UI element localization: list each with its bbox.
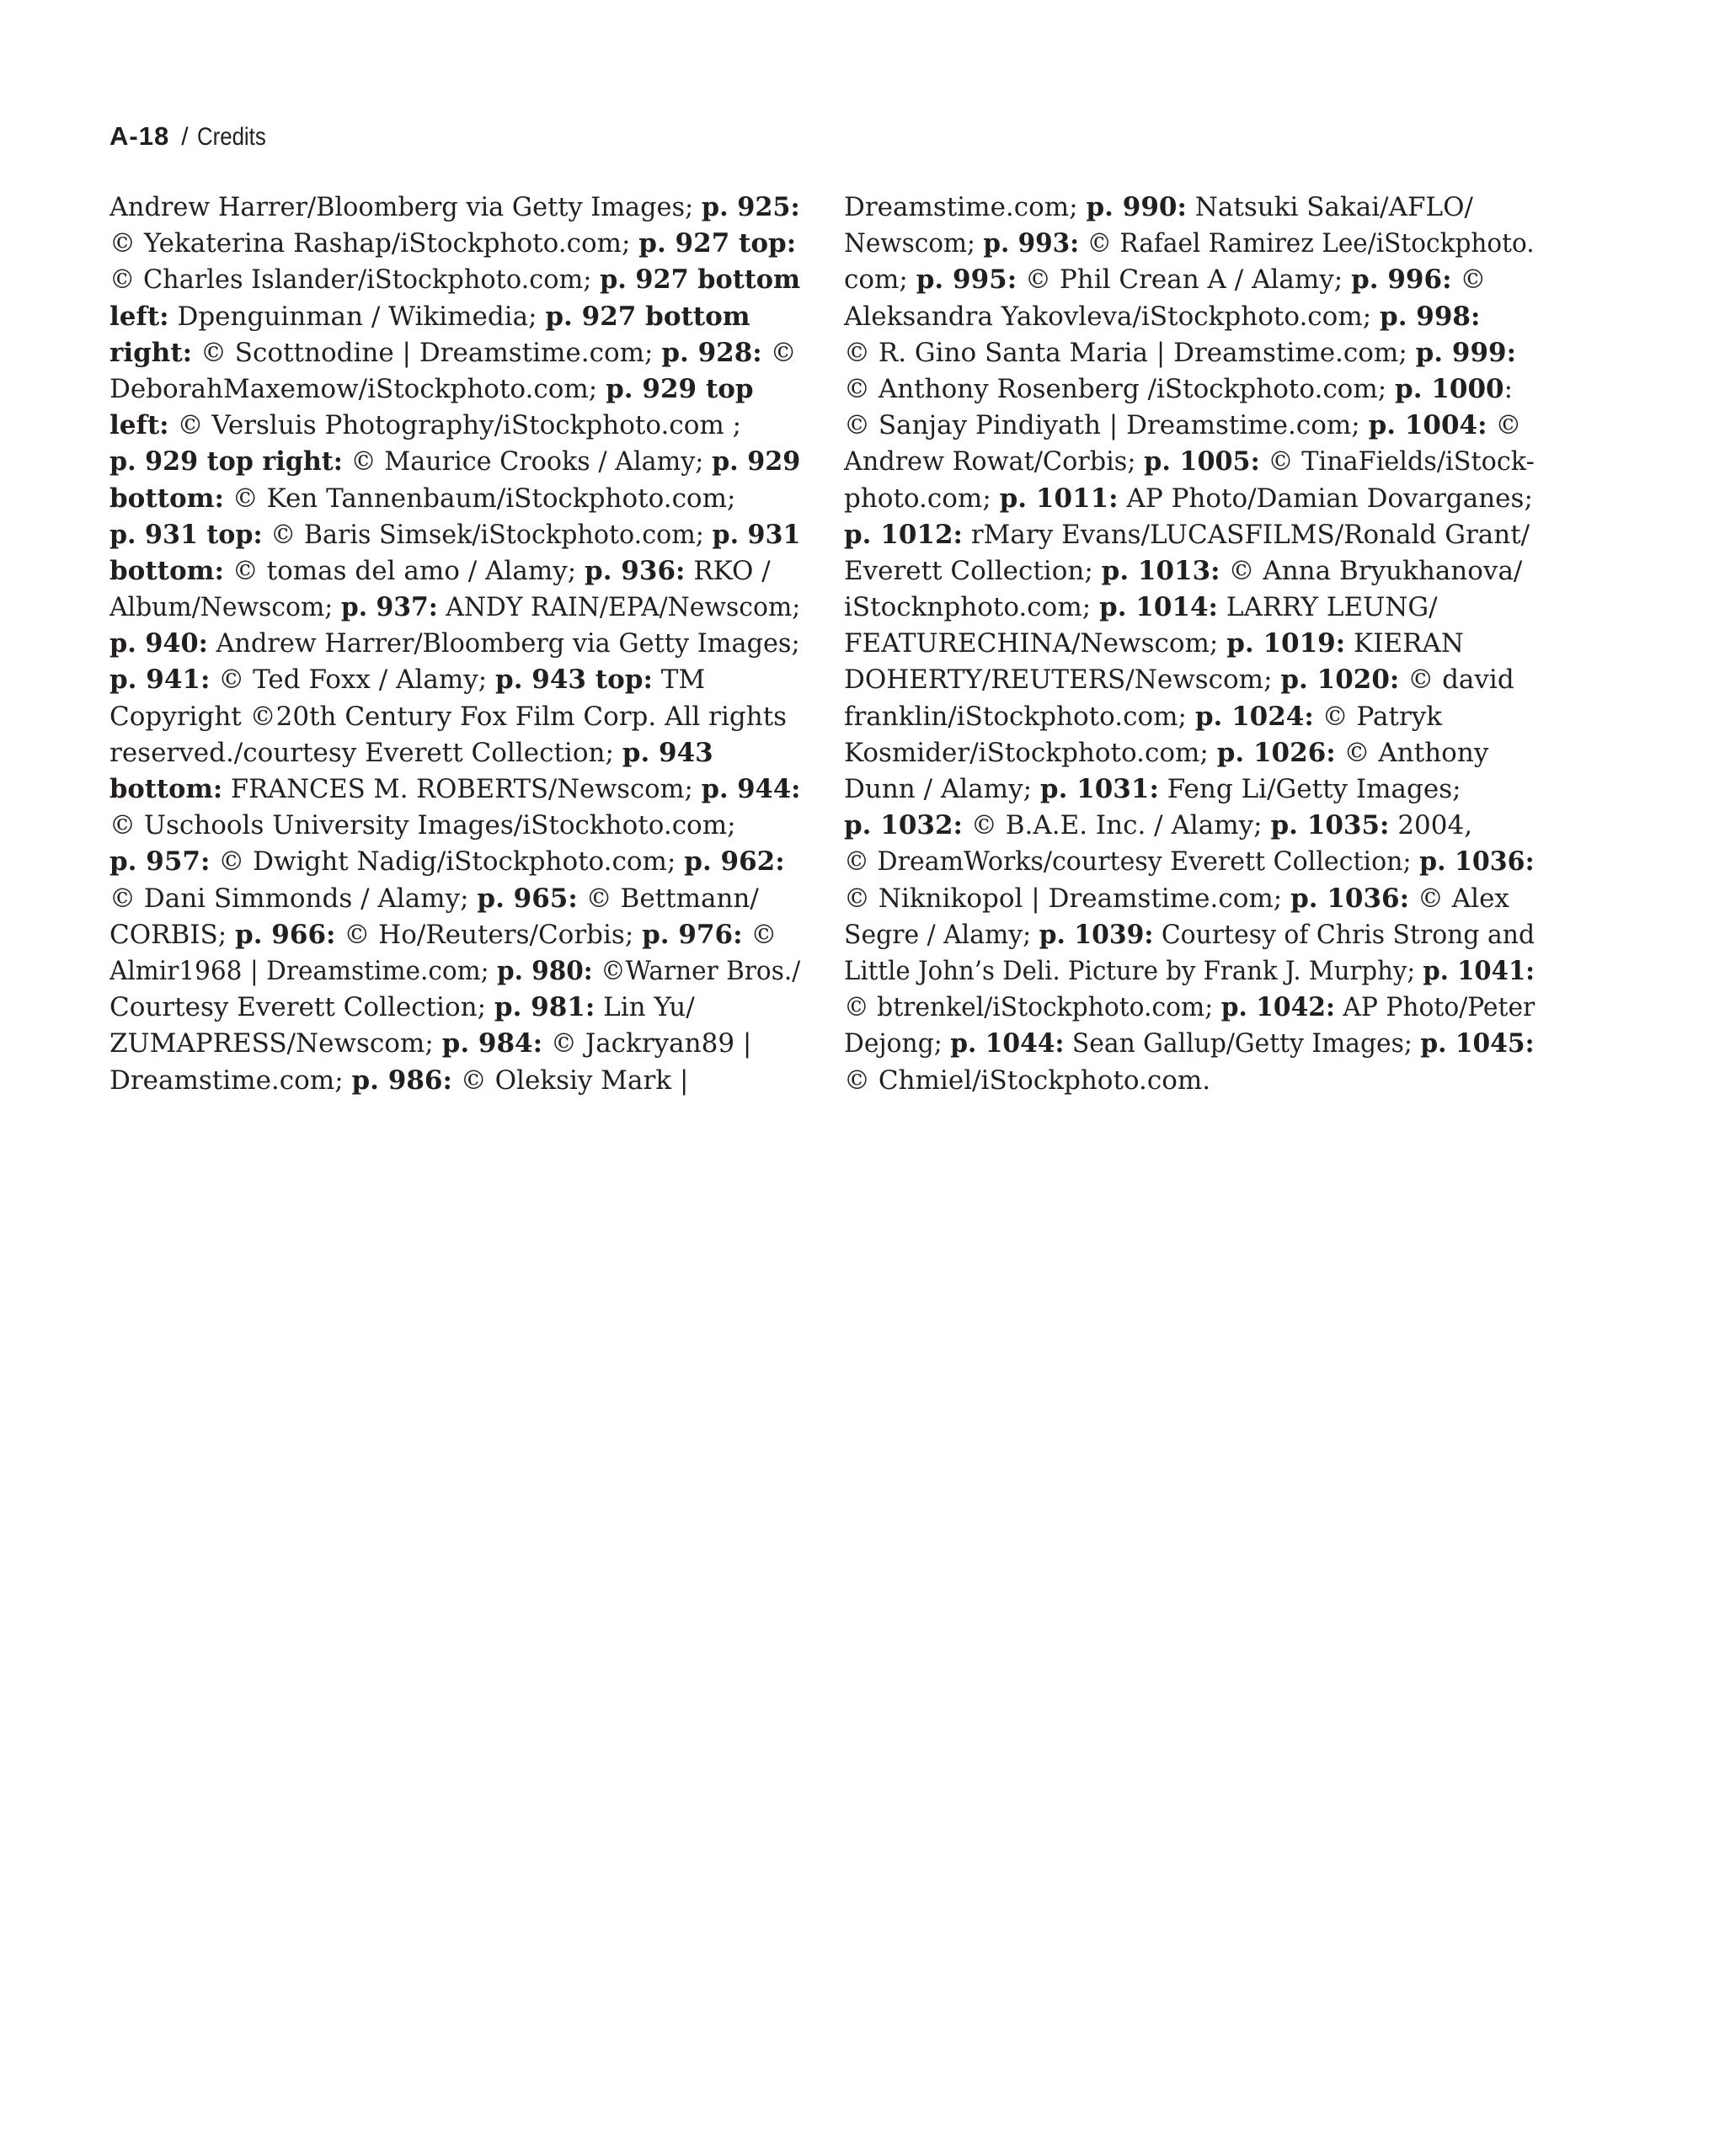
- credit-line: [109, 1026, 800, 1062]
- credit-text: © Yekaterina Rashap/iStockphoto.com;: [109, 228, 639, 259]
- credit-text: © btrenkel/iStockphoto.com;: [844, 992, 1221, 1023]
- page-reference: p. 1044:: [950, 1028, 1065, 1059]
- credit-line: [844, 371, 1535, 408]
- page-reference: p. 927 bottom: [600, 264, 801, 296]
- credit-line: [109, 808, 800, 844]
- credit-text: CORBIS;: [109, 919, 236, 950]
- page-reference: p. 995:: [916, 264, 1017, 296]
- credit-line: [844, 335, 1535, 371]
- credit-text: © Patryk: [1313, 701, 1443, 732]
- credit-text: © Dwight Nadig/iStockphoto.com;: [210, 846, 685, 878]
- credit-text: Andrew Harrer/Bloomberg via Getty Images;: [109, 192, 702, 222]
- page-reference: p. 929 top: [606, 373, 754, 404]
- credit-text: Copyright ©20th Century Fox Film Corp. All rights: [109, 701, 788, 732]
- credit-line: [844, 735, 1535, 771]
- credit-line: [844, 517, 1535, 553]
- page-reference: right:: [109, 337, 193, 368]
- page-reference: p. 1032:: [844, 810, 963, 841]
- credit-text: © Scottnodine | Dreamstime.com;: [192, 337, 662, 368]
- credits-column-right: [844, 189, 1535, 1099]
- page-reference: p. 929: [712, 446, 801, 478]
- credit-line: [844, 590, 1535, 626]
- credit-line: [109, 553, 800, 590]
- page-reference: p. 965:: [477, 883, 578, 914]
- credit-text: © Rafael Ramirez Lee/iStockphoto.: [1079, 228, 1535, 259]
- page-reference: p. 999:: [1415, 337, 1517, 368]
- credit-line: [109, 189, 800, 226]
- header-separator: /: [181, 123, 189, 151]
- credit-text: TM: [652, 664, 706, 696]
- page-reference: p. 996:: [1351, 264, 1452, 296]
- credit-line: [844, 1026, 1535, 1062]
- credit-line: [109, 517, 801, 553]
- credit-line: [109, 881, 800, 917]
- credit-line: [844, 771, 1535, 808]
- page-reference: p. 1036:: [1419, 846, 1535, 878]
- credit-line: [109, 990, 800, 1026]
- credit-text: AP Photo/Peter: [1334, 992, 1535, 1023]
- page-reference: p. 976:: [642, 919, 743, 950]
- page-reference: p. 929 top right:: [109, 446, 343, 478]
- page-reference: p. 927 top:: [638, 228, 797, 259]
- credit-text: Andrew Harrer/Bloomberg via Getty Images;: [207, 628, 800, 659]
- credit-text: © Niknikopol | Dreamstime.com;: [844, 883, 1291, 914]
- page-reference: p. 940:: [109, 628, 208, 659]
- credit-text: Dpenguinman / Wikimedia;: [168, 301, 546, 332]
- credit-line: [844, 917, 1535, 953]
- page-reference: p. 1000: [1395, 373, 1504, 404]
- credit-text: Dreamstime.com;: [844, 192, 1087, 222]
- credit-line: [109, 299, 800, 335]
- credit-line: [844, 553, 1535, 590]
- credit-line: [109, 1063, 800, 1099]
- page-reference: p. 1013:: [1101, 555, 1220, 586]
- credit-line: [109, 626, 800, 662]
- page-reference: p. 1012:: [844, 519, 963, 550]
- credit-line: [844, 662, 1535, 698]
- credit-line: [844, 881, 1535, 917]
- credit-text: Dreamstime.com;: [109, 1065, 352, 1096]
- running-head: [109, 118, 277, 156]
- credit-text: Dejong;: [844, 1028, 951, 1059]
- credit-text: © R. Gino Santa Maria | Dreamstime.com;: [844, 337, 1416, 368]
- credit-text: © Anna Bryukhanova/: [1220, 555, 1523, 586]
- credit-text: Courtesy Everett Collection;: [109, 992, 494, 1023]
- page-reference: p. 1039:: [1039, 919, 1154, 950]
- credit-line: [109, 735, 800, 771]
- credit-text: reserved./courtesy Everett Collection;: [109, 737, 622, 768]
- credit-line: [109, 481, 800, 517]
- credit-line: [109, 335, 800, 371]
- page-reference: p. 944:: [701, 774, 801, 804]
- credits-column-left: [109, 189, 800, 1099]
- page-reference: p. 943 top:: [495, 664, 653, 696]
- credit-text: © Versluis Photography/iStockphoto.com ;: [168, 410, 742, 441]
- credit-text: © Sanjay Pindiyath | Dreamstime.com;: [844, 410, 1369, 441]
- credit-text: Natsuki Sakai/AFLO/: [1186, 192, 1473, 222]
- page-reference: p. 1004:: [1368, 410, 1487, 441]
- page-reference: p. 1014:: [1099, 592, 1218, 623]
- credit-line: [109, 408, 800, 444]
- credit-text: Newscom;: [844, 228, 984, 259]
- credit-line: [844, 844, 1535, 880]
- page-reference: p. 957:: [109, 846, 211, 878]
- credit-line: [109, 590, 801, 626]
- credit-text: © Baris Simsek/iStockphoto.com;: [262, 519, 713, 550]
- credit-text: franklin/iStockphoto.com;: [844, 701, 1195, 732]
- credit-line: [844, 189, 1535, 226]
- credit-text: ANDY RAIN/EPA/Newscom;: [437, 592, 801, 623]
- credit-text: RKO /: [685, 555, 771, 586]
- page-reference: p. 1035:: [1270, 810, 1390, 841]
- page-reference: p. 941:: [109, 664, 211, 696]
- section-title: Credits: [196, 123, 266, 151]
- credit-line: [109, 953, 801, 990]
- page-reference: p. 1031:: [1039, 774, 1159, 804]
- credit-text: © Dani Simmonds / Alamy;: [109, 883, 478, 914]
- page-reference: p. 936:: [585, 555, 686, 586]
- credit-text: FEATURECHINA/Newscom;: [844, 628, 1227, 659]
- credit-text: © B.A.E. Inc. / Alamy;: [962, 810, 1271, 841]
- credit-line: [844, 699, 1535, 735]
- credit-text: Little John’s Deli. Picture by Frank J. Murphy;: [844, 955, 1423, 986]
- credit-line: [844, 444, 1535, 480]
- credit-text: 2004,: [1389, 810, 1473, 841]
- credit-text: © Jackryan89 |: [542, 1028, 752, 1059]
- page-reference: left:: [109, 410, 169, 441]
- page-reference: p. 927 bottom: [545, 301, 750, 332]
- credit-text: ©: [1487, 410, 1522, 441]
- page-reference: p. 931: [712, 519, 801, 550]
- credit-line: [844, 408, 1535, 444]
- credit-line: [109, 444, 801, 480]
- page-reference: p. 1041:: [1423, 955, 1535, 986]
- credit-text: ©Warner Bros./: [592, 955, 801, 986]
- page-reference: p. 984:: [441, 1028, 543, 1059]
- credit-line: [109, 662, 800, 698]
- credit-text: Segre / Alamy;: [844, 919, 1039, 950]
- page-reference: p. 980:: [496, 955, 593, 986]
- credit-line: [844, 953, 1535, 990]
- page-reference: p. 990:: [1086, 192, 1187, 222]
- credit-text: Dunn / Alamy;: [844, 774, 1040, 804]
- credit-text: © Anthony Rosenberg /iStockphoto.com;: [844, 373, 1396, 404]
- credit-text: iStocknphoto.com;: [844, 592, 1100, 623]
- page-reference: p. 1026:: [1216, 737, 1336, 768]
- page-reference: p. 998:: [1380, 301, 1481, 332]
- page-reference: p. 1042:: [1220, 992, 1335, 1023]
- credit-text: Kosmider/iStockphoto.com;: [844, 737, 1217, 768]
- credit-text: © Alex: [1409, 883, 1509, 914]
- page-reference: p. 962:: [684, 846, 785, 878]
- credit-text: rMary Evans/LUCASFILMS/Ronald Grant/: [962, 519, 1530, 550]
- credit-line: [844, 226, 1535, 262]
- page-reference: left:: [109, 301, 169, 332]
- page-reference: p. 931 top:: [109, 519, 263, 550]
- credit-text: © Anthony: [1335, 737, 1489, 768]
- credit-text: LARRY LEUNG/: [1218, 592, 1438, 623]
- credit-text: Everett Collection;: [844, 555, 1102, 586]
- page-reference: p. 1045:: [1420, 1028, 1535, 1059]
- page-reference: bottom:: [109, 774, 223, 804]
- page-reference: p. 966:: [235, 919, 336, 950]
- credit-text: © Charles Islander/iStockphoto.com;: [109, 264, 601, 296]
- credit-line: [109, 262, 801, 298]
- credit-line: [844, 808, 1535, 844]
- page-reference: p. 1024:: [1194, 701, 1314, 732]
- credit-text: © Ken Tannenbaum/iStockphoto.com;: [223, 483, 736, 514]
- credit-text: © Maurice Crooks / Alamy;: [342, 446, 713, 478]
- credit-text: ©: [1451, 264, 1487, 296]
- credit-line: [109, 699, 800, 735]
- credit-line: [109, 844, 800, 880]
- credit-text: com;: [844, 264, 916, 296]
- page-reference: p. 1036:: [1290, 883, 1410, 914]
- page-reference: bottom:: [109, 555, 224, 586]
- credit-line: [109, 371, 800, 408]
- credit-text: © Ho/Reuters/Corbis;: [335, 919, 643, 950]
- credit-text: Andrew Rowat/Corbis;: [844, 446, 1145, 478]
- page-reference: p. 937:: [340, 592, 438, 623]
- page-reference: p. 993:: [983, 228, 1080, 259]
- credit-text: KIERAN: [1345, 628, 1464, 659]
- page-reference: p. 928:: [661, 337, 762, 368]
- credit-text: Album/Newscom;: [109, 592, 341, 623]
- page-reference: bottom:: [109, 483, 224, 514]
- credit-line: [844, 299, 1535, 335]
- credit-text: :: [1503, 373, 1514, 404]
- page-reference: p. 1011:: [999, 483, 1119, 514]
- credit-line: [844, 990, 1535, 1026]
- credit-text: DeborahMaxemow/iStockphoto.com;: [109, 373, 606, 404]
- page-reference: p. 1020:: [1280, 664, 1400, 696]
- credit-text: © tomas del amo / Alamy;: [223, 555, 585, 586]
- credit-line: [109, 917, 800, 953]
- credit-text: © TinaFields/iStock-: [1259, 446, 1535, 478]
- credit-text: © Uschools University Images/iStockhoto.com;: [109, 810, 736, 841]
- credit-line: [844, 1063, 1535, 1099]
- credit-text: Aleksandra Yakovleva/iStockphoto.com;: [844, 301, 1381, 332]
- page-reference: p. 1005:: [1144, 446, 1260, 478]
- credit-text: Courtesy of Chris Strong and: [1153, 919, 1535, 950]
- credit-line: [109, 771, 801, 808]
- credit-text: © DreamWorks/courtesy Everett Collection;: [844, 846, 1420, 878]
- credit-text: ©: [761, 337, 797, 368]
- credit-text: Sean Gallup/Getty Images;: [1064, 1028, 1421, 1059]
- credit-text: © Oleksiy Mark |: [451, 1065, 689, 1096]
- page-reference: p. 943: [622, 737, 713, 768]
- credit-text: © Ted Foxx / Alamy;: [210, 664, 496, 696]
- credit-text: © david: [1399, 664, 1514, 696]
- credit-line: [109, 226, 800, 262]
- credit-line: [844, 626, 1535, 662]
- credit-line: [844, 262, 1535, 298]
- page-reference: p. 925:: [701, 192, 800, 222]
- credit-text: AP Photo/Damian Dovarganes;: [1118, 483, 1533, 514]
- credit-text: Feng Li/Getty Images;: [1158, 774, 1461, 804]
- credit-text: © Bettmann/: [577, 883, 759, 914]
- credit-text: photo.com;: [844, 483, 1000, 514]
- credit-text: DOHERTY/REUTERS/Newscom;: [844, 664, 1281, 696]
- page-reference: p. 1019:: [1226, 628, 1346, 659]
- credit-text: ©: [742, 919, 777, 950]
- credit-text: Lin Yu/: [595, 992, 695, 1023]
- credit-text: © Chmiel/iStockphoto.com.: [844, 1065, 1211, 1096]
- page-reference: p. 986:: [351, 1065, 452, 1096]
- credit-line: [844, 481, 1535, 517]
- credit-text: Almir1968 | Dreamstime.com;: [109, 955, 497, 986]
- credit-text: © Phil Crean A / Alamy;: [1017, 264, 1352, 296]
- page-reference: p. 981:: [494, 992, 595, 1023]
- page-number: A-18: [109, 121, 170, 151]
- credit-text: ZUMAPRESS/Newscom;: [109, 1028, 442, 1059]
- credit-text: FRANCES M. ROBERTS/Newscom;: [222, 774, 702, 804]
